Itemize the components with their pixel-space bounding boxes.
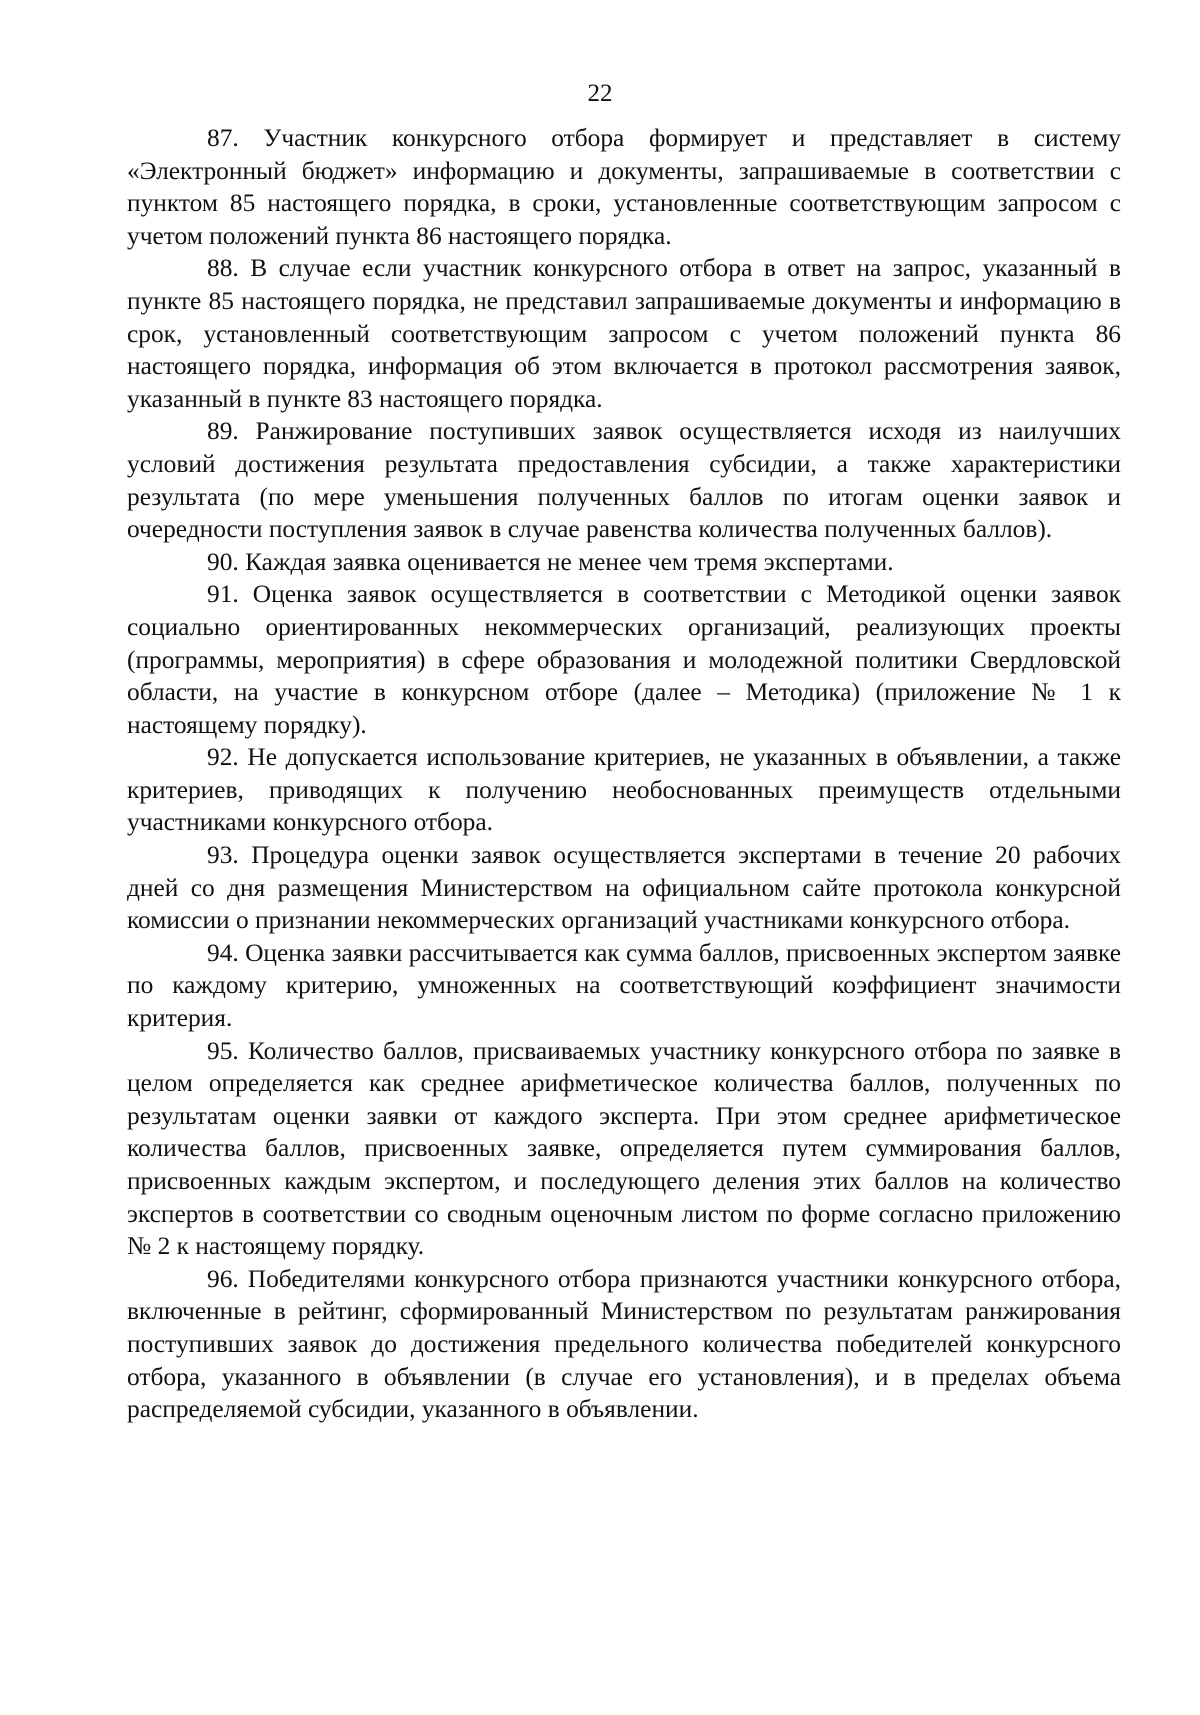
paragraph-91: 91. Оценка заявок осуществляется в соответствии с Методикой оценки заявок социально ориентированных некоммерческих организаций, реализующих проекты (программы, мероприятия) в сфере образования и молодежной политики Свердловской области, на участие в конкурсном отборе (далее – Методика) (приложение № 1 к настоящему порядку). bbox=[127, 580, 1121, 739]
paragraph-95: 95. Количество баллов, присваиваемых участнику конкурсного отбора по заявке в целом определяется как среднее арифметическое количества баллов, полученных по результатам оценки заявки от каждого эксперта. При этом среднее арифметическое количества баллов, присвоенных заявке, определяется путем суммирования баллов, присвоенных каждым экспертом, и последующего деления этих баллов на количество экспертов в соответствии со сводным оценочным листом по форме согласно приложению № 2 к настоящему порядку. bbox=[127, 1036, 1121, 1261]
paragraph-88: 88. В случае если участник конкурсного отбора в ответ на запрос, указанный в пункте 85 настоящего порядка, не представил запрашиваемые документы и информацию в срок, установленный соответствующим запросом с учетом положений пункта 86 настоящего порядка, информация об этом включается в протокол рассмотрения заявок, указанный в пункте 83 настоящего порядка. bbox=[127, 254, 1121, 413]
document-body bbox=[127, 122, 1121, 1426]
paragraph-87: 87. Участник конкурсного отбора формирует и представляет в систему «Электронный бюджет» информацию и документы, запрашиваемые в соответствии с пунктом 85 настоящего порядка, в сроки, установленные соответствующим запросом с учетом положений пункта 86 настоящего порядка. bbox=[127, 124, 1121, 250]
paragraph-93: 93. Процедура оценки заявок осуществляется экспертами в течение 20 рабочих дней со дня размещения Министерством на официальном сайте протокола конкурсной комиссии о признании некоммерческих организаций участниками конкурсного отбора. bbox=[127, 841, 1121, 935]
paragraph-94: 94. Оценка заявки рассчитывается как сумма баллов, присвоенных экспертом заявке по каждому критерию, умноженных на соответствующий коэффициент значимости критерия. bbox=[127, 938, 1121, 1033]
paragraph-96: 96. Победителями конкурсного отбора признаются участники конкурсного отбора, включенные в рейтинг, сформированный Министерством по результатам ранжирования поступивших заявок до достижения предельного количества победителей конкурсного отбора, указанного в объявлении (в случае его установления), и в пределах объема распределяемой субсидии, указанного в объявлении. bbox=[127, 1264, 1121, 1424]
paragraph-90: 90. Каждая заявка оценивается не менее чем тремя экспертами. bbox=[207, 547, 894, 576]
paragraph-92: 92. Не допускается использование критериев, не указанных в объявлении, а также критериев, приводящих к получению необоснованных преимуществ отдельными участниками конкурсного отбора. bbox=[127, 743, 1121, 837]
page-number: 22 bbox=[587, 80, 613, 107]
paragraph-89: 89. Ранжирование поступивших заявок осуществляется исходя из наилучших условий достижения результата предоставления субсидии, а также характеристики результата (по мере уменьшения полученных баллов по итогам оценки заявок и очередности поступления заявок в случае равенства количества полученных баллов). bbox=[127, 417, 1121, 544]
